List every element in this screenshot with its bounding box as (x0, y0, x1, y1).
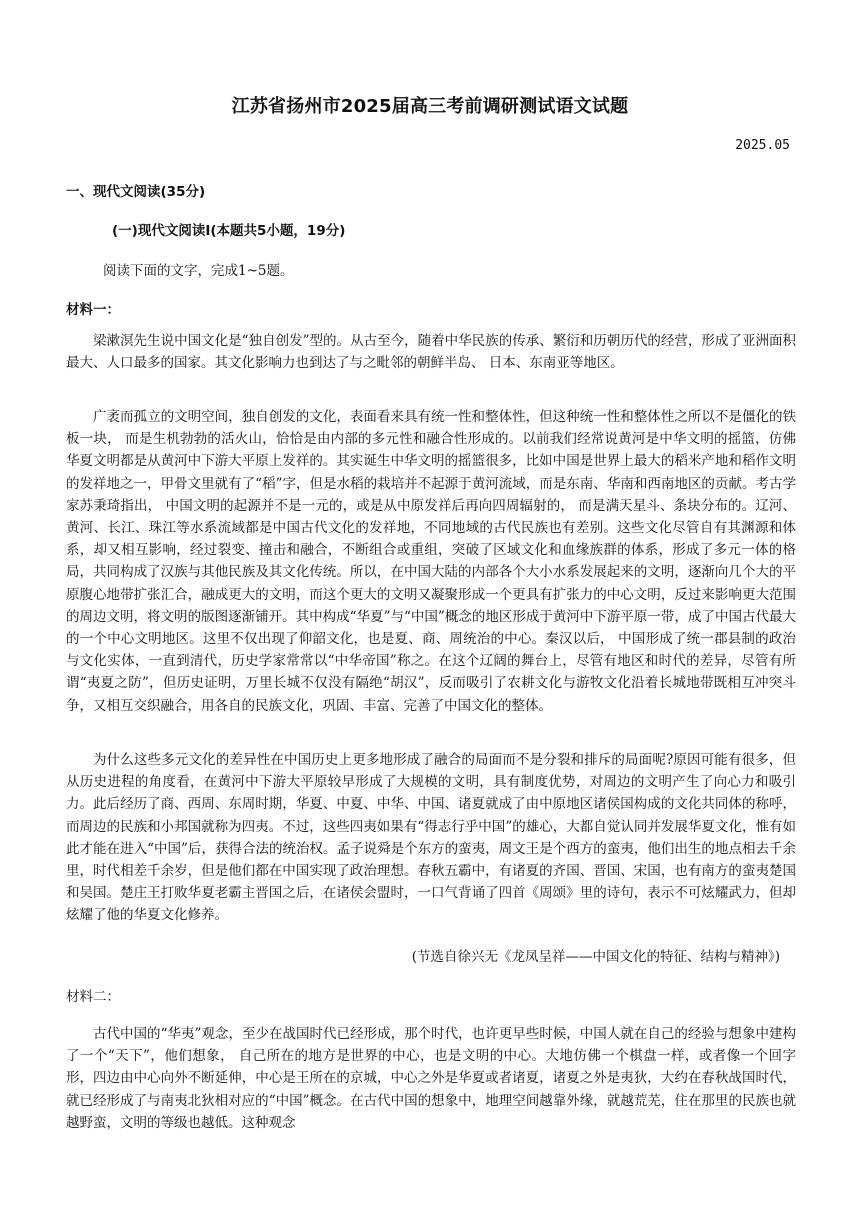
material-one-source: (节选自徐兴无《龙凤呈祥——中国文化的特征、结构与精神》) (411, 949, 780, 965)
material-two-label: 材料二： (66, 989, 120, 1005)
page-title: 江苏省扬州市2025届高三考前调研测试语文试题 (231, 96, 629, 117)
section-heading: 一、现代文阅读(35分) (66, 184, 206, 200)
exam-date: 2025.05 (735, 138, 790, 153)
material-one-paragraph-2: 广袤而孤立的文明空间，独自创发的文化，表面看来具有统一性和整体性，但这种统一性和整体性之所以不是僵化的铁板一块， 而是生机勃勃的活火山，恰恰是由内部的多元性和融合性形成的。以前我们经常说黄河是中华文明的摇篮，仿佛华夏文明都是从黄河中下游大平原上发祥的。其实诞生中华文明的摇篮很多，比如中国是世界上最大的稻米产地和稻作文明的发祥地之一，甲骨文里就有了“稻”字，但是水稻的栽培并不起源于黄河流域，而是东南、华南和西南地区的贡献。考古学家苏秉琦指出， 中国文明的起源并不是一元的，或是从中原发祥后再向四周辐射的， 而是满天星斗、条块分布的。辽河、黄河、长江、珠江等水系流域都是中国古代文化的发祥地，不同地域的古代民族也有差别。这些文化尽管自有其渊源和体系，却又相互影响，经过裂变、撞击和融合，不断组合或重组，突破了区域文化和血缘族群的体系，形成了多元一体的格局，共同构成了汉族与其他民族及其文化传统。所以，在中国大陆的内部各个大小水系发展起来的文明，逐渐向几个大的平原腹心地带扩张汇合，融成更大的文明，而这个更大的文明又凝聚形成一个更具有扩张力的中心文明，反过来影响更大范围的周边文明，将文明的版图逐渐铺开。其中构成“华夏”与“中国”概念的地区形成于黄河中下游平原一带，成了中国古代最大的一个中心文明地区。这里不仅出现了仰韶文化，也是夏、商、周统治的中心。秦汉以后， 中国形成了统一郡县制的政治与文化实体，一直到清代，历史学家常常以“中华帝国”称之。在这个辽阔的舞台上，尽管有地区和时代的差异，尽管有所谓“夷夏之防”，但历史证明，万里长城不仅没有隔绝“胡汉”，反而吸引了农耕文化与游牧文化沿着长城地带既相互冲突斗争，又相互交织融合，用各自的民族文化，巩固、丰富、完善了中国文化的整体。 (66, 409, 796, 714)
subsection-heading: (一)现代文阅读Ⅰ(本题共5小题，19分) (112, 223, 346, 239)
material-one-paragraph-3: 为什么这些多元文化的差异性在中国历史上更多地形成了融合的局面而不是分裂和排斥的局面呢?原因可能有很多，但从历史进程的角度看，在黄河中下游大平原较早形成了大规模的文明，具有制度优势，对周边的文明产生了向心力和吸引力。此后经历了商、西周、东周时期，华夏、中夏、中华、中国、诸夏就成了由中原地区诸侯国构成的文化共同体的称呼，而周边的民族和小邦国就称为四夷。不过，这些四夷如果有“得志行乎中国”的雄心，大都自觉认同并发展华夏文化，惟有如此才能在进入“中国”后，获得合法的统治权。孟子说舜是个东方的蛮夷，周文王是个西方的蛮夷，他们出生的地点相去千余里，时代相差千余岁，但是他们都在中国实现了政治理想。春秋五霸中，有诸夏的齐国、晋国、宋国，也有南方的蛮夷楚国和吴国。楚庄王打败华夏老霸主晋国之后，在诸侯会盟时，一口气背诵了四首《周颂》里的诗句，表示不可炫耀武力，但却炫耀了他的华夏文化修养。 (66, 752, 796, 924)
instruction-text: 阅读下面的文字，完成1~5题。 (103, 263, 294, 279)
material-one-paragraph-1: 梁漱溟先生说中国文化是“独自创发”型的。从古至今，随着中华民族的传承、繁衍和历朝历代的经营，形成了亚洲面积最大、人口最多的国家。其文化影响力也到达了与之毗邻的朝鲜半岛、 日本、东南亚等地区。 (66, 333, 796, 372)
material-one-label: 材料一： (66, 302, 120, 318)
material-two-paragraph-1: 古代中国的“华夷”观念，至少在战国时代已经形成，那个时代，也许更早些时候，中国人就在自己的经验与想象中建构了一个“天下”，他们想象， 自己所在的地方是世界的中心，也是文明的中心。大地仿佛一个棋盘一样，或者像一个回字形，四边由中心向外不断延伸，中心是王所在的京城，中心之外是华夏或者诸夏，诸夏之外是夷狄，大约在春秋战国时代，就已经形成了与南夷北狄相对应的“中国”概念。在古代中国的想象中，地理空间越靠外缘，就越荒芜，住在那里的民族也就越野蛮，文明的等级也越低。这种观念 (66, 1026, 796, 1131)
